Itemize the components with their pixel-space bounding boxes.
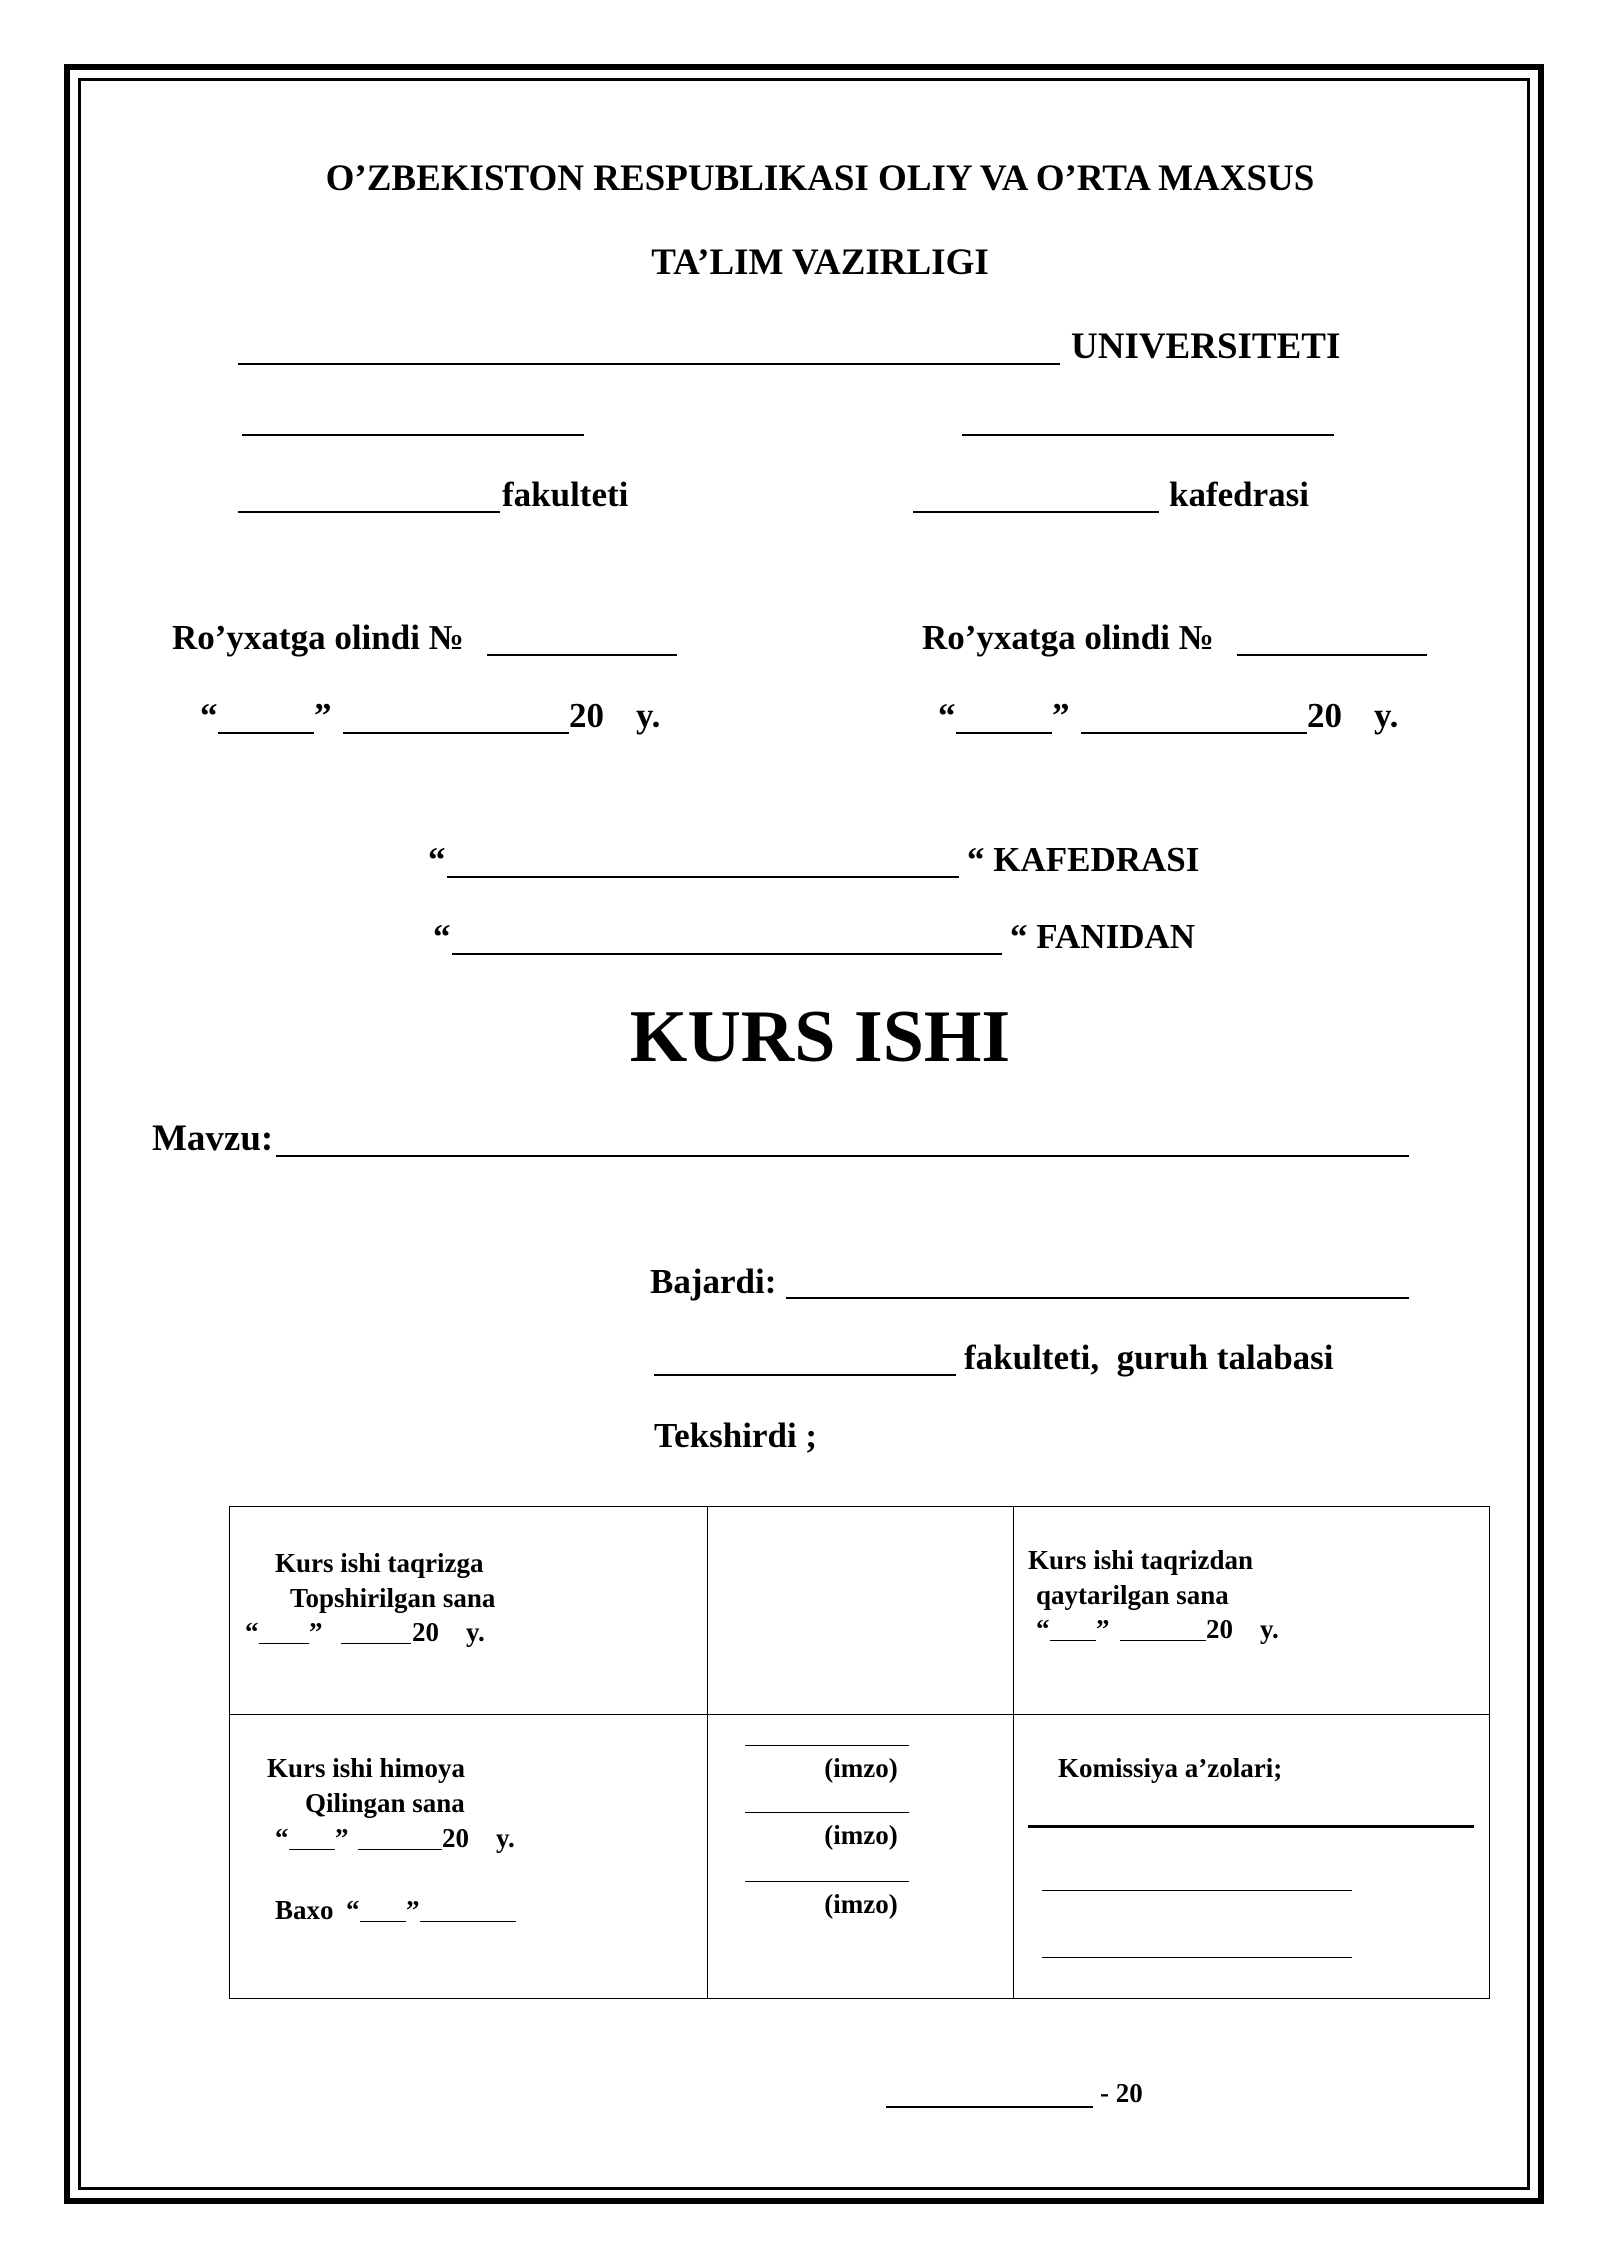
defended-close-quote: ” [335,1823,349,1853]
blank-line-left [242,434,584,436]
commission-member-line-1 [1028,1825,1474,1828]
faculty-blank [238,511,500,513]
grade-value-blank [360,1921,406,1922]
date-year-suffix-left: y. [636,696,661,735]
submitted-line-1: Kurs ishi taqrizga [275,1548,484,1578]
registration-number-blank-right [1237,654,1427,656]
submitted-cell [230,1507,708,1715]
grade-close-quote: ” [406,1895,420,1925]
faculty-label: fakulteti [502,475,629,514]
returned-year-suffix: y. [1260,1614,1279,1644]
signature-caption-1: (imzo) [824,1753,898,1783]
executor-group-text: fakulteti, guruh talabasi [964,1338,1334,1377]
date-year-left: 20 [569,696,604,735]
fan-name-blank [452,953,1002,955]
submitted-month-blank [341,1643,411,1644]
fan-label: “ FANIDAN [1010,917,1196,956]
executor-label: Bajardi: [650,1262,777,1301]
university-name-blank [238,363,1060,365]
commission-member-line-2 [1042,1890,1352,1891]
executor-name-blank [786,1297,1409,1299]
kafedra-open-quote: “ [428,840,446,879]
commission-cell [1014,1715,1490,1999]
commission-member-line-3 [1042,1957,1352,1958]
returned-line-1: Kurs ishi taqrizdan [1028,1545,1254,1575]
returned-year: 20 [1206,1614,1233,1644]
footer-year: - 20 [1100,2078,1143,2108]
signature-line-1 [745,1745,909,1746]
date-day-blank-right [956,732,1052,734]
returned-line-2: qaytarilgan sana [1036,1580,1229,1610]
defended-year: 20 [442,1823,469,1853]
university-label: UNIVERSITETI [1071,326,1341,367]
signature-line-2 [745,1812,909,1813]
commission-label: Komissiya a’zolari; [1058,1753,1283,1783]
date-month-blank-right [1081,732,1307,734]
grade-open-quote: “ [346,1895,360,1925]
topic-blank [276,1155,1409,1157]
returned-close-quote: ” [1096,1614,1110,1644]
empty-cell [708,1507,1014,1715]
submitted-day-blank [259,1643,309,1644]
date-open-quote-right: “ [938,696,956,735]
returned-month-blank [1120,1640,1206,1641]
submitted-open-quote: “ [245,1617,259,1647]
defended-line-1: Kurs ishi himoya [267,1753,466,1783]
date-close-quote-left: ” [314,696,332,735]
department-label: kafedrasi [1169,475,1309,514]
review-table [229,1506,1490,1999]
defended-year-suffix: y. [496,1823,515,1853]
signature-caption-2: (imzo) [824,1820,898,1850]
submitted-year-suffix: y. [466,1617,485,1647]
kafedra-name-blank [447,876,959,878]
defended-month-blank [358,1849,442,1850]
checker-label: Tekshirdi ; [654,1416,818,1455]
document-title: KURS ISHI [629,996,1011,1078]
submitted-close-quote: ” [309,1617,323,1647]
returned-open-quote: “ [1036,1614,1050,1644]
date-day-blank-left [218,732,314,734]
defended-day-blank [289,1849,335,1850]
date-open-quote-left: “ [200,696,218,735]
date-month-blank-left [343,732,569,734]
registration-label-right: Ro’yxatga olindi № [922,618,1214,657]
grade-label: Baxo [275,1895,334,1925]
registration-label-left: Ro’yxatga olindi № [172,618,464,657]
registration-number-blank-left [487,654,677,656]
date-year-suffix-right: y. [1374,696,1399,735]
returned-cell [1014,1507,1490,1715]
signature-line-3 [745,1881,909,1882]
defended-cell [230,1715,708,1999]
returned-day-blank [1050,1640,1096,1641]
defended-open-quote: “ [275,1823,289,1853]
ministry-line-2: TA’LIM VAZIRLIGI [651,242,989,283]
department-blank [913,511,1159,513]
submitted-year: 20 [412,1617,439,1647]
defended-line-2: Qilingan sana [305,1788,465,1818]
ministry-line-1: O’ZBEKISTON RESPUBLIKASI OLIY VA O’RTA MAXSUS [325,158,1315,199]
submitted-line-2: Topshirilgan sana [290,1583,496,1613]
fan-open-quote: “ [433,917,451,956]
signatures-cell [708,1715,1014,1999]
blank-line-right [962,434,1334,436]
date-year-right: 20 [1307,696,1342,735]
topic-label: Mavzu: [152,1118,274,1159]
executor-faculty-blank [654,1374,956,1376]
grade-word-blank [420,1921,516,1922]
signature-caption-3: (imzo) [824,1889,898,1919]
date-close-quote-right: ” [1052,696,1070,735]
kafedra-label: “ KAFEDRASI [967,840,1200,879]
footer-year-blank [886,2106,1093,2108]
